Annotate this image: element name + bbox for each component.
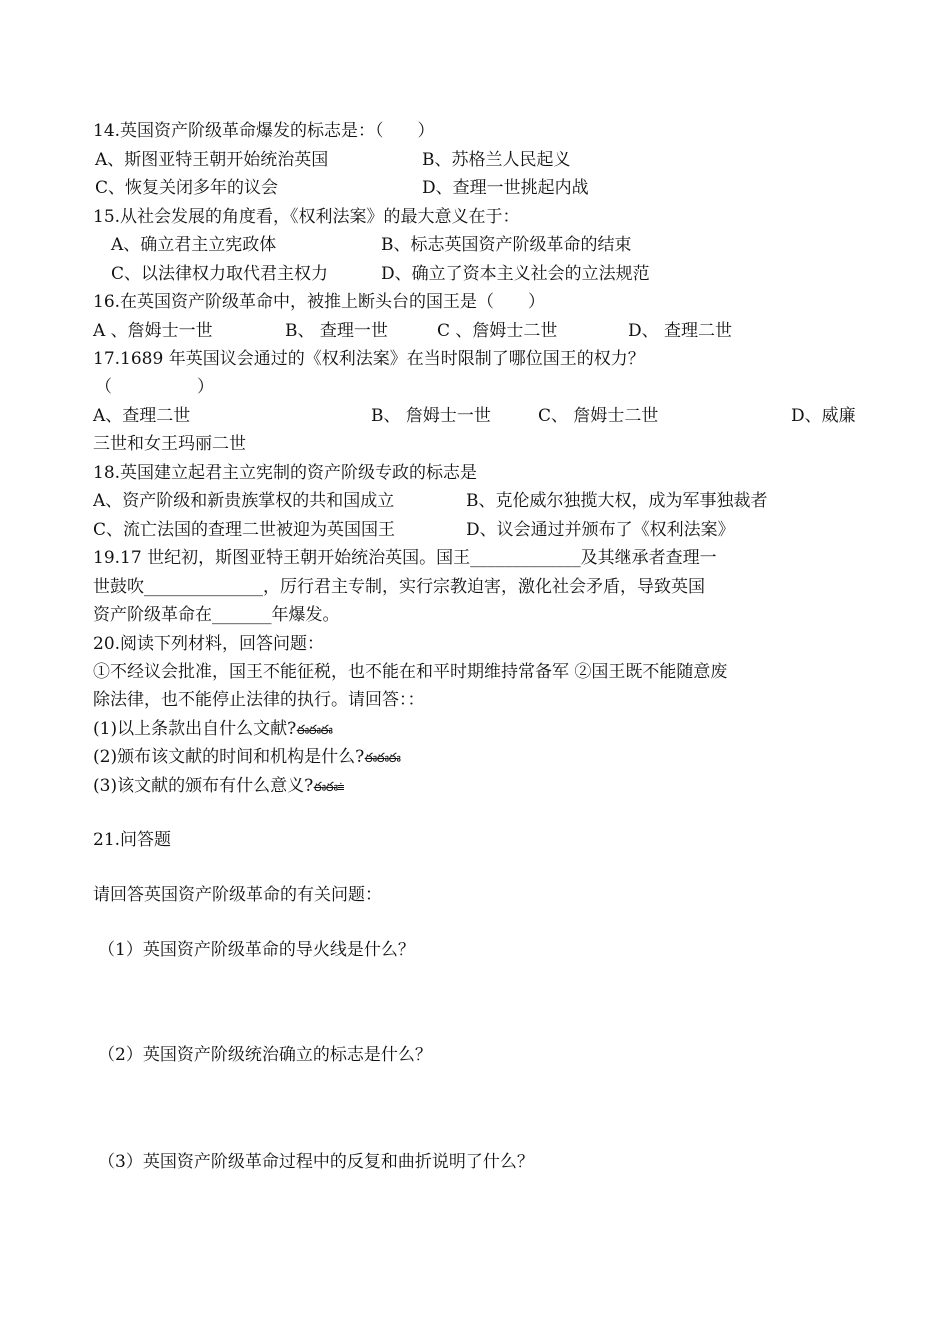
q15-stem: 15.从社会发展的角度看，《权利法案》的最大意义在于： bbox=[93, 207, 520, 227]
q20-sub2 bbox=[93, 747, 400, 769]
q15-options-row1 bbox=[93, 235, 873, 255]
q17-option-d-continued: 三世和女王玛丽二世 bbox=[93, 434, 246, 454]
q20-sub3-text: (3)该文献的颁布有什么意义? bbox=[93, 776, 314, 796]
q20-material-line1: ①不经议会批准，国王不能征税，也不能在和平时期维持常备军 ②国王既不能随意废 bbox=[93, 662, 728, 682]
q17-option-d: D、威廉 bbox=[791, 406, 856, 426]
q20-sub1 bbox=[93, 719, 332, 741]
q18-option-b: B、克伦威尔独揽大权，成为军事独裁者 bbox=[466, 491, 768, 511]
q18-option-a: A、资产阶级和新贵族掌权的共和国成立 bbox=[93, 491, 395, 511]
q21-sub2: （2）英国资产阶级统治确立的标志是什么？ bbox=[98, 1045, 432, 1065]
q14-option-a: A、斯图亚特王朝开始统治英国 bbox=[95, 150, 329, 170]
q17-option-b: B、 詹姆士一世 bbox=[371, 406, 491, 426]
q18-option-c: C、流亡法国的查理二世被迎为英国国王 bbox=[93, 520, 396, 540]
q20-sub2-garbled-glyphs: ఈఈఈ bbox=[364, 751, 400, 766]
q16-option-c: C 、詹姆士二世 bbox=[437, 321, 558, 341]
q15-option-a: A、确立君主立宪政体 bbox=[111, 235, 277, 255]
q15-option-c: C、以法律权力取代君主权力 bbox=[111, 264, 329, 284]
q17-option-a: A、查理二世 bbox=[93, 406, 191, 426]
q20-material-line2: 除法律，也不能停止法律的执行。请回答：： bbox=[93, 690, 425, 710]
q20-sub3-garbled-glyphs: ఈఈ⩧ bbox=[313, 780, 344, 795]
q19-line2: 世鼓吹______________，厉行君主专制，实行宗教迫害，激化社会矛盾，导致英国 bbox=[93, 577, 705, 597]
q14-options-row1 bbox=[93, 150, 873, 170]
q16-option-b: B、 查理一世 bbox=[285, 321, 388, 341]
q21-sub1: （1）英国资产阶级革命的导火线是什么？ bbox=[98, 940, 415, 960]
q14-options-row2 bbox=[93, 178, 873, 198]
q18-option-d: D、议会通过并颁布了《权利法案》 bbox=[466, 520, 735, 540]
q16-option-d: D、 查理二世 bbox=[628, 321, 733, 341]
q17-option-c: C、 詹姆士二世 bbox=[538, 406, 659, 426]
q14-option-d: D、查理一世挑起内战 bbox=[422, 178, 589, 198]
q21-intro: 请回答英国资产阶级革命的有关问题： bbox=[93, 885, 382, 905]
q17-options-row bbox=[93, 406, 873, 426]
q15-options-row2 bbox=[93, 264, 873, 284]
q18-options-row2 bbox=[93, 520, 873, 540]
q15-option-d: D、确立了资本主义社会的立法规范 bbox=[381, 264, 650, 284]
q14-option-b: B、苏格兰人民起义 bbox=[422, 150, 571, 170]
q18-options-row1 bbox=[93, 491, 873, 511]
q15-option-b: B、标志英国资产阶级革命的结束 bbox=[381, 235, 632, 255]
q17-stem: 17.1689 年英国议会通过的《权利法案》在当时限制了哪位国王的权力？ bbox=[93, 349, 645, 369]
q21-sub3: （3）英国资产阶级革命过程中的反复和曲折说明了什么？ bbox=[98, 1152, 534, 1172]
q19-line1: 19.17 世纪初，斯图亚特王朝开始统治英国。国王_____________及其继承者查理一 bbox=[93, 548, 717, 568]
q21-title: 21.问答题 bbox=[93, 830, 172, 850]
q14-stem: 14.英国资产阶级革命爆发的标志是：（ ） bbox=[93, 121, 435, 141]
q20-sub2-text: (2)颁布该文献的时间和机构是什么? bbox=[93, 747, 365, 767]
q14-option-c: C、恢复关闭多年的议会 bbox=[95, 178, 279, 198]
q19-line3: 资产阶级革命在_______年爆发。 bbox=[93, 605, 340, 625]
q20-stem: 20.阅读下列材料，回答问题： bbox=[93, 634, 325, 654]
q20-sub1-garbled-glyphs: ఈఈఈ bbox=[296, 723, 332, 738]
q16-stem: 16.在英国资产阶级革命中，被推上断头台的国王是（ ） bbox=[93, 292, 546, 312]
q17-answer-paren: （ ） bbox=[95, 377, 214, 397]
q20-sub1-text: (1)以上条款出自什么文献? bbox=[93, 719, 297, 739]
q20-sub3 bbox=[93, 776, 344, 798]
q16-option-a: A 、詹姆士一世 bbox=[93, 321, 213, 341]
q16-options-row bbox=[93, 321, 873, 341]
q18-stem: 18.英国建立起君主立宪制的资产阶级专政的标志是 bbox=[93, 463, 478, 483]
